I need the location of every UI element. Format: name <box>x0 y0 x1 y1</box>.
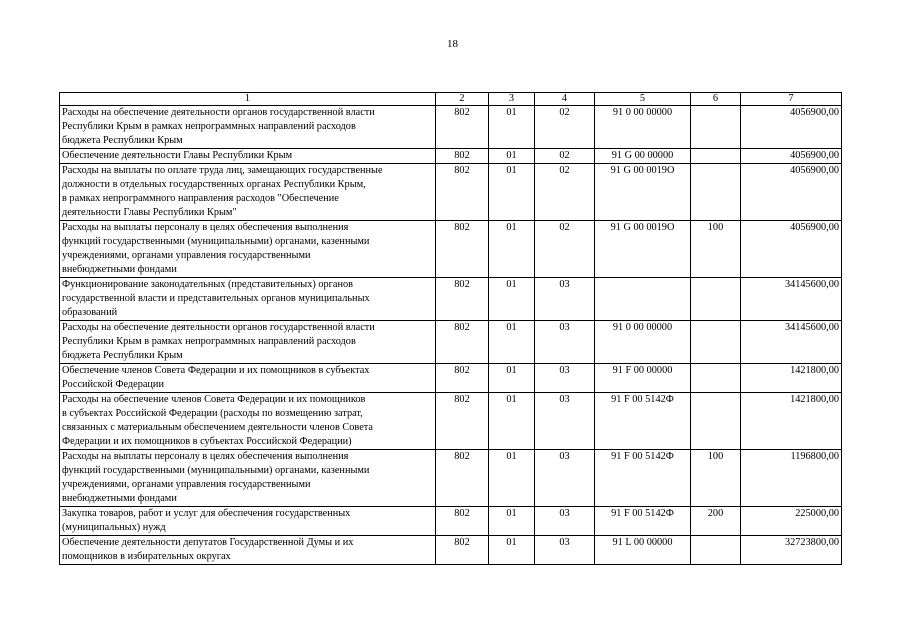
amount-cell: 34145600,00 <box>741 321 842 364</box>
subsection-code-cell: 03 <box>535 507 595 536</box>
ministry-code-cell: 802 <box>436 221 489 278</box>
expense-type-cell <box>691 536 741 565</box>
item-name-cell: Расходы на обеспечение членов Совета Федерации и их помощников в субъектах Российской Федерации (расходы по возмещению затрат, связанных с материальным обеспечением деятельности членов Совета Федерации и их помощников в субъектах Российской Федерации) <box>60 393 436 450</box>
section-code-cell: 01 <box>489 164 535 221</box>
ministry-code-cell: 802 <box>436 507 489 536</box>
ministry-code-cell: 802 <box>436 364 489 393</box>
table-row <box>60 321 842 364</box>
table-header-row <box>60 93 842 106</box>
amount-cell: 1421800,00 <box>741 393 842 450</box>
subsection-code-cell: 03 <box>535 536 595 565</box>
table-row <box>60 536 842 565</box>
amount-cell: 4056900,00 <box>741 149 842 164</box>
item-name-cell: Расходы на выплаты по оплате труда лиц, замещающих государственные должности в отдельных государственных органах Республики Крым, в рамках непрограммного направления расходов "Обеспечение деятельности Главы Республики Крым" <box>60 164 436 221</box>
subsection-code-cell: 03 <box>535 393 595 450</box>
amount-cell: 4056900,00 <box>741 106 842 149</box>
ministry-code-cell: 802 <box>436 106 489 149</box>
subsection-code-cell: 03 <box>535 364 595 393</box>
section-code-cell: 01 <box>489 149 535 164</box>
section-code-cell: 01 <box>489 450 535 507</box>
target-article-cell: 91 G 00 0019О <box>595 221 691 278</box>
amount-cell: 34145600,00 <box>741 278 842 321</box>
subsection-code-cell: 03 <box>535 450 595 507</box>
subsection-code-cell: 02 <box>535 106 595 149</box>
column-header: 1 <box>60 93 436 106</box>
target-article-cell: 91 F 00 00000 <box>595 364 691 393</box>
column-header: 7 <box>741 93 842 106</box>
expense-type-cell <box>691 149 741 164</box>
section-code-cell: 01 <box>489 393 535 450</box>
table-row <box>60 278 842 321</box>
column-header: 5 <box>595 93 691 106</box>
target-article-cell: 91 0 00 00000 <box>595 321 691 364</box>
target-article-cell: 91 F 00 5142Ф <box>595 393 691 450</box>
target-article-cell: 91 0 00 00000 <box>595 106 691 149</box>
item-name-cell: Закупка товаров, работ и услуг для обеспечения государственных (муниципальных) нужд <box>60 507 436 536</box>
section-code-cell: 01 <box>489 507 535 536</box>
table-row <box>60 164 842 221</box>
target-article-cell: 91 G 00 00000 <box>595 149 691 164</box>
column-header: 2 <box>436 93 489 106</box>
amount-cell: 1196800,00 <box>741 450 842 507</box>
amount-cell: 225000,00 <box>741 507 842 536</box>
expense-type-cell <box>691 106 741 149</box>
target-article-cell: 91 L 00 00000 <box>595 536 691 565</box>
table-row <box>60 507 842 536</box>
section-code-cell: 01 <box>489 278 535 321</box>
column-header: 6 <box>691 93 741 106</box>
ministry-code-cell: 802 <box>436 278 489 321</box>
item-name-cell: Расходы на обеспечение деятельности органов государственной власти Республики Крым в рамках непрограммных направлений расходов бюджета Республики Крым <box>60 106 436 149</box>
item-name-cell: Расходы на выплаты персоналу в целях обеспечения выполнения функций государственными (муниципальными) органами, казенными учреждениями, органами управления государственными внебюджетными фондами <box>60 221 436 278</box>
item-name-cell: Обеспечение членов Совета Федерации и их помощников в субъектах Российской Федерации <box>60 364 436 393</box>
subsection-code-cell: 02 <box>535 149 595 164</box>
item-name-cell: Расходы на выплаты персоналу в целях обеспечения выполнения функций государственными (муниципальными) органами, казенными учреждениями, органами управления государственными внебюджетными фондами <box>60 450 436 507</box>
item-name-cell: Функционирование законодательных (представительных) органов государственной власти и представительных органов муниципальных образований <box>60 278 436 321</box>
table-row <box>60 393 842 450</box>
expense-type-cell: 200 <box>691 507 741 536</box>
subsection-code-cell: 02 <box>535 221 595 278</box>
expense-type-cell <box>691 321 741 364</box>
item-name-cell: Обеспечение деятельности Главы Республики Крым <box>60 149 436 164</box>
expense-type-cell <box>691 393 741 450</box>
subsection-code-cell: 03 <box>535 278 595 321</box>
expense-type-cell: 100 <box>691 221 741 278</box>
section-code-cell: 01 <box>489 321 535 364</box>
target-article-cell: 91 F 00 5142Ф <box>595 507 691 536</box>
column-header: 3 <box>489 93 535 106</box>
expense-type-cell <box>691 278 741 321</box>
subsection-code-cell: 03 <box>535 321 595 364</box>
table-row <box>60 221 842 278</box>
column-header: 4 <box>535 93 595 106</box>
amount-cell: 4056900,00 <box>741 221 842 278</box>
item-name-cell: Обеспечение деятельности депутатов Государственной Думы и их помощников в избирательных округах <box>60 536 436 565</box>
ministry-code-cell: 802 <box>436 149 489 164</box>
ministry-code-cell: 802 <box>436 393 489 450</box>
amount-cell: 4056900,00 <box>741 164 842 221</box>
expense-type-cell <box>691 164 741 221</box>
expense-type-cell: 100 <box>691 450 741 507</box>
expense-type-cell <box>691 364 741 393</box>
subsection-code-cell: 02 <box>535 164 595 221</box>
ministry-code-cell: 802 <box>436 164 489 221</box>
item-name-cell: Расходы на обеспечение деятельности органов государственной власти Республики Крым в рамках непрограммных направлений расходов бюджета Республики Крым <box>60 321 436 364</box>
target-article-cell <box>595 278 691 321</box>
table-row <box>60 450 842 507</box>
amount-cell: 1421800,00 <box>741 364 842 393</box>
ministry-code-cell: 802 <box>436 450 489 507</box>
section-code-cell: 01 <box>489 364 535 393</box>
section-code-cell: 01 <box>489 536 535 565</box>
section-code-cell: 01 <box>489 221 535 278</box>
target-article-cell: 91 F 00 5142Ф <box>595 450 691 507</box>
ministry-code-cell: 802 <box>436 536 489 565</box>
table-row <box>60 106 842 149</box>
budget-table <box>59 92 842 565</box>
section-code-cell: 01 <box>489 106 535 149</box>
ministry-code-cell: 802 <box>436 321 489 364</box>
target-article-cell: 91 G 00 0019О <box>595 164 691 221</box>
table-row <box>60 364 842 393</box>
table-row <box>60 149 842 164</box>
page-number: 18 <box>447 38 458 50</box>
amount-cell: 32723800,00 <box>741 536 842 565</box>
